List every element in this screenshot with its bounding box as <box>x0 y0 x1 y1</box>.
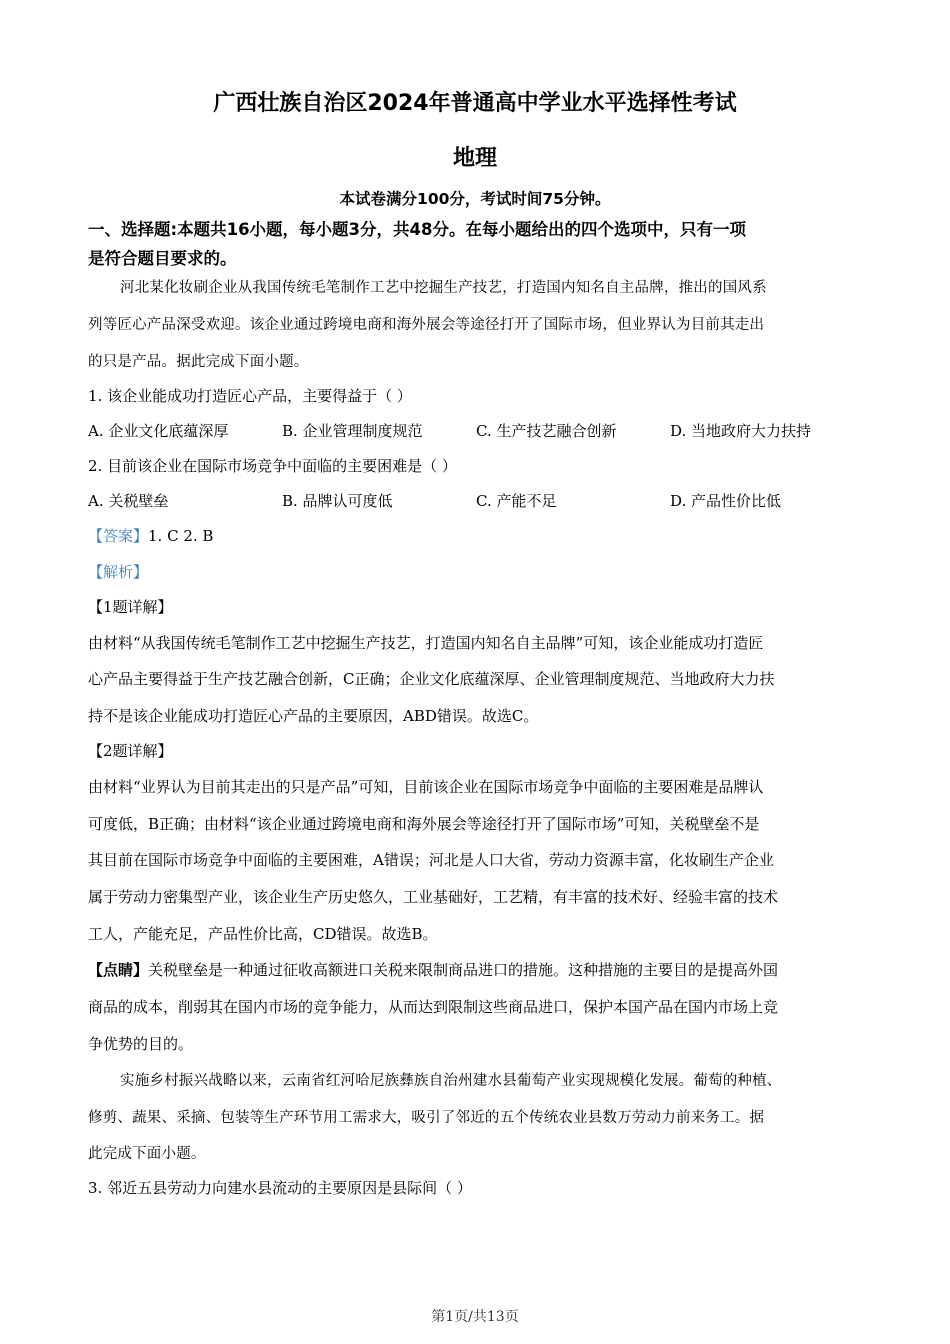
analysis-tag: 【解析】 <box>88 563 149 581</box>
q1-option-c: C. 生产技艺融合创新 <box>476 422 617 440</box>
tip-line: 商品的成本，削弱其在国内市场的竞争能力，从而达到限制这些商品进口，保护本国产品在国内市场上竞 <box>88 998 779 1016</box>
detail2-line: 可度低，B正确；由材料“该企业通过跨境电商和海外展会等途径打开了国际市场”可知，关税壁垒不是 <box>88 815 760 833</box>
detail1-tag: 【1题详解】 <box>88 598 173 616</box>
detail1-line: 心产品主要得益于生产技艺融合创新，C正确；企业文化底蕴深厚、企业管理制度规范、当地政府大力扶 <box>88 670 775 688</box>
material1-line: 的只是产品。据此完成下面小题。 <box>88 354 309 370</box>
detail1-line: 由材料“从我国传统毛笔制作工艺中挖掘生产技艺，打造国内知名自主品牌”可知，该企业能成功打造匠 <box>88 634 764 652</box>
detail2-line: 属于劳动力密集型产业，该企业生产历史悠久，工业基础好，工艺精，有丰富的技术好、经验丰富的技术 <box>88 888 779 906</box>
q1-option-a: A. 企业文化底蕴深厚 <box>88 422 229 440</box>
material2-line: 修剪、蔬果、采摘、包装等生产环节用工需求大，吸引了邻近的五个传统农业县数万劳动力前来务工。据 <box>88 1110 765 1126</box>
material2-line: 此完成下面小题。 <box>88 1146 206 1162</box>
tip-line: 关税壁垒是一种通过征收高额进口关税来限制商品进口的措施。这种措施的主要目的是提高外国 <box>148 961 779 979</box>
tip-tag: 【点睛】 <box>88 961 149 979</box>
detail2-tag: 【2题详解】 <box>88 742 173 760</box>
exam-note: 本试卷满分100分，考试时间75分钟。 <box>339 190 611 208</box>
detail2-line: 由材料“业界认为目前其走出的只是产品”可知，目前该企业在国际市场竞争中面临的主要困难是品牌认 <box>88 778 764 796</box>
tip-line: 争优势的目的。 <box>88 1035 194 1053</box>
question-1-stem: 1. 该企业能成功打造匠心产品，主要得益于（ ） <box>88 387 412 405</box>
question-3-stem: 3. 邻近五县劳动力向建水县流动的主要原因是县际间（ ） <box>88 1179 472 1197</box>
section-heading-line2: 是符合题目要求的。 <box>88 249 237 268</box>
subject-title: 地理 <box>452 146 497 171</box>
exam-title: 广西壮族自治区2024年普通高中学业水平选择性考试 <box>213 91 737 116</box>
answer-text: 1. C 2. B <box>148 527 214 545</box>
q1-option-d: D. 当地政府大力扶持 <box>670 422 812 440</box>
q2-option-c: C. 产能不足 <box>476 492 557 510</box>
material1-line: 河北某化妆刷企业从我国传统毛笔制作工艺中挖掘生产技艺，打造国内知名自主品牌，推出的国风系 <box>120 280 767 296</box>
tip-line-first <box>88 959 778 980</box>
section-heading-line1: 一、选择题:本题共16小题，每小题3分，共48分。在每小题给出的四个选项中，只有一项 <box>88 220 747 239</box>
q2-option-a: A. 关税壁垒 <box>88 492 169 510</box>
material2-line: 实施乡村振兴战略以来，云南省红河哈尼族彝族自治州建水县葡萄产业实现规模化发展。葡萄的种植、 <box>120 1073 782 1089</box>
q1-option-b: B. 企业管理制度规范 <box>282 422 423 440</box>
detail2-line: 其目前在国际市场竞争中面临的主要困难，A错误；河北是人口大省，劳动力资源丰富，化妆刷生产企业 <box>88 851 774 869</box>
q2-option-d: D. 产品性价比低 <box>670 492 782 510</box>
answer-tag: 【答案】 <box>88 527 149 545</box>
answer-line <box>88 525 213 546</box>
detail1-line: 持不是该企业能成功打造匠心产品的主要原因，ABD错误。故选C。 <box>88 707 539 725</box>
q2-option-b: B. 品牌认可度低 <box>282 492 393 510</box>
detail2-line: 工人，产能充足，产品性价比高，CD错误。故选B。 <box>88 925 438 943</box>
material1-line: 列等匠心产品深受欢迎。该企业通过跨境电商和海外展会等途径打开了国际市场，但业界认为目前其走出 <box>88 317 765 333</box>
question-2-stem: 2. 目前该企业在国际市场竞争中面临的主要困难是（ ） <box>88 457 457 475</box>
page-number: 第1页/共13页 <box>431 1309 519 1325</box>
